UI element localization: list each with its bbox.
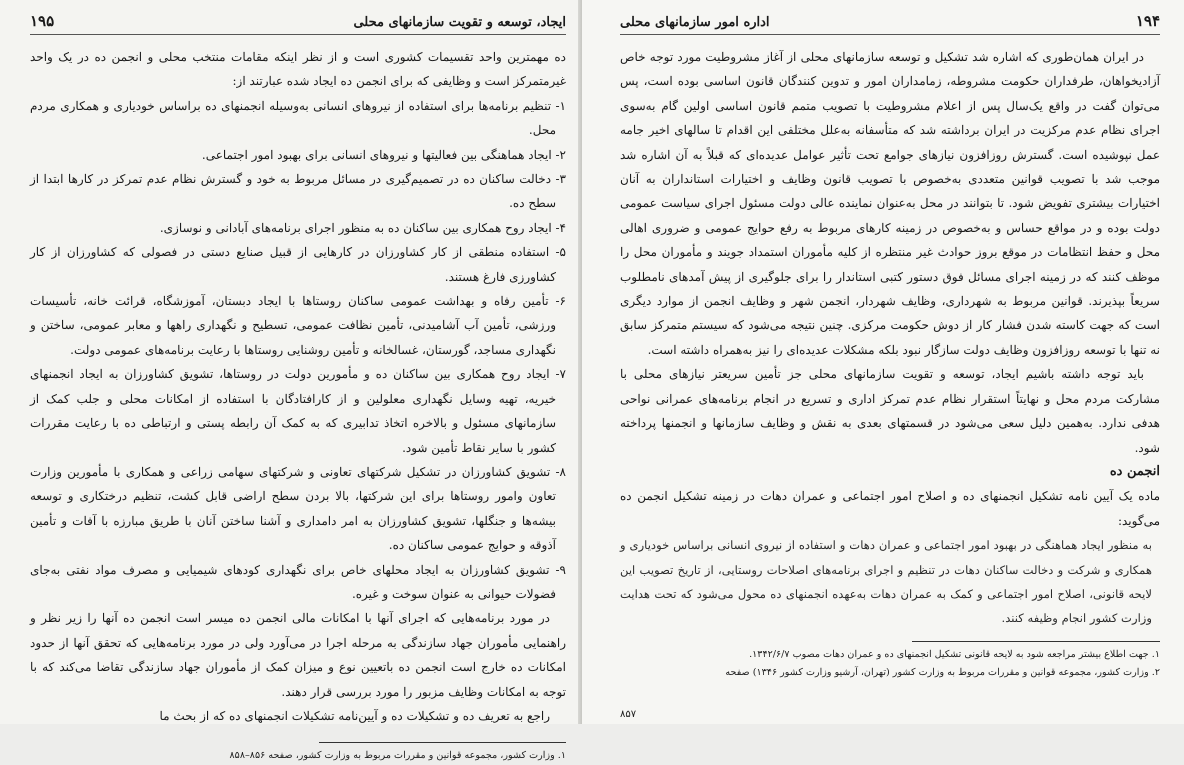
page-number: ۱۹۴ (1135, 12, 1160, 30)
list-item: ۵- استفاده منطقی از کار کشاورزان در کارهایی از قبیل صنایع دستی در فصولی که کشاورزان از کار کشاورزی فارغ هستند. (30, 245, 566, 284)
footnotes (620, 646, 1160, 682)
body-paragraph: در ایران همان‌طوری که اشاره شد تشکیل و توسعه سازمانهای محلی از آغاز مشروطیت مورد توجه خاص آزادیخواهان، طرفداران حکومت مشروطه، زمامداران امور و تدوین کنندگان قانون اساسی بوده است، پس می‌توان گفت در واقع یک‌سال پس از اعلام مشروطیت با تصویب متمم قانون اساسی اولین گام به‌سوی اجرای نظام عدم مرکزیت در ایران برداشته شد که متأسفانه به‌علل مختلفی این اقدام تا سالهای اخیر جامه عمل نپوشیده است. گسترش روزافزون نیازهای جوامع تحت تأثیر عوامل عدیده‌ای که قبلاً به آن اشاره شد موجب شد با تصویب قوانین متعددی به‌خصوص با تصویب قانون وظایف و اختیارات استانداران به آنان اختیارات بیشتری تفویض شود. تا بتوانند در محل به‌عنوان نماینده عالی دولت مسئول اجرای سیاست عمومی دولت بوده و در مواقع حساس و به‌خصوص در زمینه کارهای مربوط به رفع حوایج عمومی و ضروری اهالی محل و حفظ انتظامات در موقع بروز حوادث غیر منتظره از کلیه مأموران استمداد جویند و مأموران محل را موظف کنند که در زمینه اجرای مسائل فوق دستور کتبی استاندار را برای جلوگیری از پیش آمدهای نامطلوب سریعاً بپذیرند. قوانین مربوط به شهرداری، وظایف شهردار، انجمن شهر و وظایف انجمن از موارد دیگری است که جهت کاسته شدن فشار کار از دوش حکومت مرکزی. چنین نتیجه می‌شود که سیستم متمرکز سابق نه تنها با توسعه روزافزون وظایف دولت سازگار نبود بلکه مشکلات عدیده‌ای را نیز به‌همراه داشته است. (620, 50, 1160, 357)
running-title: ایجاد، توسعه و تقویت سازمانهای محلی (353, 15, 566, 30)
footnote: ۱. جهت اطلاع بیشتر مراجعه شود به لایحه قانونی تشکیل انجمنهای ده و عمران دهات مصوب ۱۳۴۲/۶/۷. (749, 648, 1160, 660)
body-paragraph: ماده یک آیین نامه تشکیل انجمنهای ده و اصلاح امور اجتماعی و عمران دهات در زمینه تشکیل انجمن ده می‌گوید: (620, 489, 1160, 528)
body-paragraph: در مورد برنامه‌هایی که اجرای آنها با امکانات مالی انجمن ده میسر است انجمن ده آنها را زیر نظر و راهنمایی مأموران جهاد سازندگی به مرحله اجرا در می‌آورد ولی در مورد برنامه‌هایی که تحقق آنها از حدود امکانات ده خارج است انجمن ده باتعیین نوع و میزان کمک از مأموران جهاد سازندگی تقاضا می‌کند که با توجه به امکانات وظایف مزبور را مورد بررسی قرار دهند. (30, 611, 566, 699)
section-heading: انجمن ده (1109, 463, 1160, 479)
running-header (620, 12, 1160, 35)
body-paragraph: باید توجه داشته باشیم ایجاد، توسعه و تقویت سازمانهای محلی جز تأمین سریعتر نیازهای محلی با مشارکت مردم محل و نهایتاً استقرار نظام عدم تمرکز اداری و تسریع در انجام برنامه‌های عمرانی نواحی هدفی ندارد. به‌همین دلیل سعی می‌شود در قسمتهای بعدی به نقش و وظایف سازمانها و انجمنها پرداخته شود. (620, 367, 1160, 455)
page-number: ۱۹۵ (30, 12, 55, 30)
footnote-rule (319, 742, 566, 743)
list-item: ۶- تأمین رفاه و بهداشت عمومی ساکنان روستاها با ایجاد دبستان، آموزشگاه، قرائت خانه، تأسیسات ورزشی، تأمین آب آشامیدنی، تأمین نظافت عمومی، تسطیح و نگهداری راهها و معابر عمومی، ساختن و نگهداری مساجد، گورستان، غسالخانه و تأمین روشنایی روستاها با رعایت برنامه‌های عمومی دولت. (30, 294, 566, 357)
list-item: ۲- ایجاد هماهنگی بین فعالیتها و نیروهای انسانی برای بهبود امور اجتماعی. (201, 147, 566, 162)
intro-paragraph: ده مهمترین واحد تقسیمات کشوری است و از نظر اینکه مقامات منتخب محلی و انجمن ده در یک واحد غیرمتمرکز است و وظایفی که برای انجمن ده ایجاد شده عبارتند از: (30, 50, 566, 89)
footnote: ۱. وزارت کشور، مجموعه قوانین و مقررات مربوط به وزارت کشور، صفحه ۸۵۶–۸۵۸ (229, 750, 566, 762)
page-195 (0, 0, 582, 762)
footnote: ۲. وزارت کشور، مجموعه قوانین و مقررات مربوط به وزارت کشور (تهران، آرشیو وزارت کشور ۱۳۴۶) صفحه (725, 666, 1160, 678)
list-item: ۱- تنظیم برنامه‌ها برای استفاده از نیروهای انسانی به‌وسیله انجمنهای ده براساس خودیاری و همکاری مردم محل. (30, 98, 566, 138)
running-header (30, 12, 566, 35)
list-item: ۳- دخالت ساکنان ده در تصمیم‌گیری در مسائل مربوط به خود و گسترش نظام عدم تمرکز در کارها ابتدا از سطح ده. (30, 172, 566, 211)
footnote-page-ref: ۸۵۷ (620, 709, 637, 720)
list-item: ۸- تشویق کشاورزان در تشکیل شرکتهای تعاونی و شرکتهای سهامی زراعی و همکاری با مأمورین وزارت تعاون وامور روستاها برای این شرکتها، بالا بردن سطح اراضی قابل کشت، تنظیم درختکاری و توسعه بیشه‌ها و جنگلها، تشویق کشاورزان به امر دامداری و آشنا ساختن آنان با طریق مبارزه با آفات و تأمین آذوقه و حوایج عمومی ساکنان ده. (30, 464, 566, 553)
list-item: ۷- ایجاد روح همکاری بین ساکنان ده و مأمورین دولت در روستاها، تشویق کشاورزان به ایجاد انجمنهای خیریه، تهیه وسایل نگهداری معلولین و از کارافتادگان با استفاده از امکانات محلی و جلب کمک از سازمانهای مسئول و بالاخره اتخاذ تدابیری که به کمک آن رابطه پستی و ارتباطی ده با رعایت مقررات کشور با سایر نقاط تأمین شود. (30, 367, 566, 455)
page-194 (582, 0, 1184, 724)
quoted-article: به منظور ایجاد هماهنگی در بهبود امور اجتماعی و عمران دهات و استفاده از نیروی انسانی براساس خودیاری و همکاری و شرکت و دخالت ساکنان دهات در تنظیم و اجرای برنامه‌های اصلاحات روستایی، از تاریخ تصویب این لایحه قانونی، اصلاح امور اجتماعی و کمک به عمران دهات به‌عهده انجمنهای ده محول می‌شود که تحت هدایت وزارت کشور انجام وظیفه کنند. (620, 538, 1152, 626)
footnote-rule (912, 641, 1160, 642)
body-paragraph: راجع به تعریف ده و تشکیلات ده و آیین‌نامه تشکیلات انجمنهای ده که از بحث ما (159, 708, 550, 723)
page-body (30, 45, 566, 728)
list-item: ۹- تشویق کشاورزان به ایجاد محلهای خاص برای نگهداری کودهای شیمیایی و مصرف مواد نفتی به‌جای فضولات حیوانی به عنوان سوخت و غیره. (30, 562, 566, 601)
list-item: ۴- ایجاد روح همکاری بین ساکنان ده به منظور اجرای برنامه‌های آبادانی و نوسازی. (159, 220, 566, 235)
page-body (620, 45, 1160, 631)
running-title: اداره امور سازمانهای محلی (620, 15, 770, 30)
footnotes (30, 747, 566, 765)
